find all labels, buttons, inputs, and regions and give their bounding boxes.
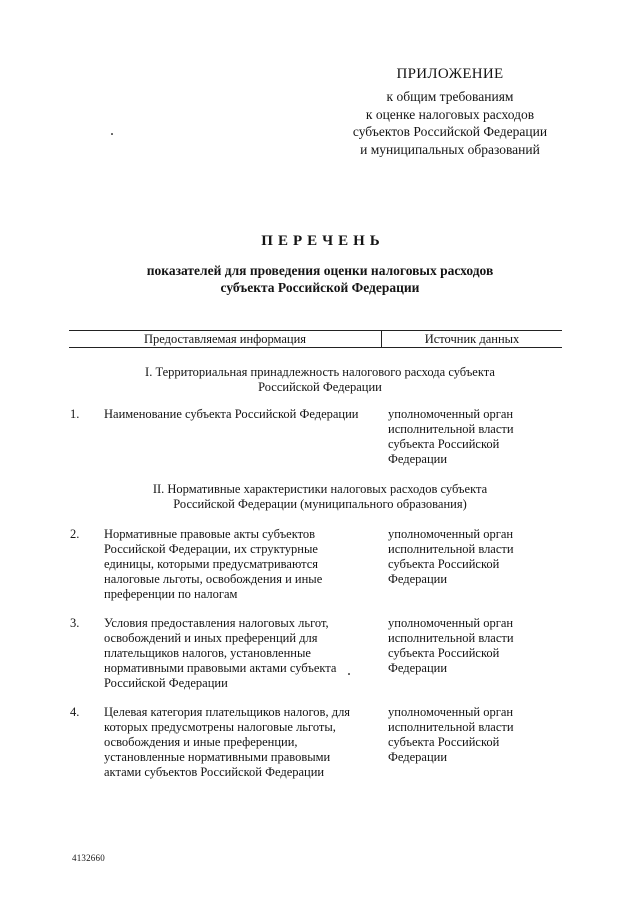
appendix-subtitle — [330, 88, 570, 158]
section-title — [100, 482, 540, 512]
appendix-line: к оценке налоговых расходов — [365, 106, 535, 122]
row-source — [388, 616, 548, 676]
row-source — [388, 705, 548, 765]
row-info — [104, 616, 374, 691]
table-header — [69, 330, 562, 348]
row-info-line: преференции по налогам — [104, 587, 238, 601]
row-source-line: Федерации — [388, 750, 448, 764]
appendix-title: ПРИЛОЖЕНИЕ — [396, 66, 504, 82]
row-number: 1. — [70, 407, 80, 421]
row-source-line: исполнительной власти — [388, 631, 514, 645]
row-source-line: уполномоченный орган — [388, 705, 514, 719]
row-number: 4. — [70, 705, 80, 719]
section-title — [100, 365, 540, 395]
row-source-line: исполнительной власти — [388, 720, 514, 734]
row-source-line: исполнительной власти — [388, 422, 514, 436]
subtitle-line: субъекта Российской Федерации — [220, 280, 420, 295]
row-number: 2. — [70, 527, 80, 541]
section-title-line: II. Нормативные характеристики налоговых расходов субъекта — [152, 482, 488, 496]
row-info-line: Наименование субъекта Российской Федерации — [104, 407, 359, 421]
header-data-source: Источник данных — [424, 332, 520, 346]
row-info-line: Российской Федерации, их структурные — [104, 542, 318, 556]
row-info-line: Целевая категория плательщиков налогов, для — [104, 705, 351, 719]
scan-speck — [111, 133, 113, 135]
subtitle-line: показателей для проведения оценки налоговых расходов — [146, 263, 494, 278]
appendix-line: к общим требованиям — [386, 89, 514, 104]
row-source-line: Федерации — [388, 572, 448, 586]
appendix-line: субъектов Российской Федерации — [352, 124, 548, 139]
row-source-line: уполномоченный орган — [388, 616, 514, 630]
appendix-line: и муниципальных образований — [360, 141, 540, 157]
row-source-line: Федерации — [388, 452, 448, 466]
document-code: 4132660 — [72, 853, 105, 863]
row-source-line: исполнительной власти — [388, 542, 514, 556]
document-subtitle — [80, 262, 560, 296]
row-source-line: субъекта Российской — [388, 646, 500, 660]
row-info-line: освобождений и иных преференций для — [104, 631, 318, 645]
row-info-line: нормативными правовыми актами субъекта — [104, 661, 337, 675]
row-info — [104, 527, 374, 602]
section-title-line: I. Территориальная принадлежность налогового расхода субъекта — [145, 365, 495, 379]
row-source-line: субъекта Российской — [388, 437, 500, 451]
row-info — [104, 407, 374, 422]
row-source — [388, 527, 548, 587]
row-source-line: уполномоченный орган — [388, 407, 514, 421]
header-provided-info: Предоставляемая информация — [143, 332, 307, 346]
row-source-line: субъекта Российской — [388, 735, 500, 749]
row-number: 3. — [70, 616, 80, 630]
row-source — [388, 407, 548, 467]
row-info-line: освобождения и иные преференции, — [104, 735, 298, 749]
row-info-line: налоговые льготы, освобождения и иные — [104, 572, 323, 586]
row-info-line: Российской Федерации — [104, 676, 228, 690]
row-info-line: которых предусмотрены налоговые льготы, — [104, 720, 336, 734]
row-source-line: субъекта Российской — [388, 557, 500, 571]
row-info-line: актами субъектов Российской Федерации — [104, 765, 325, 779]
row-info-line: установленные нормативными правовыми — [104, 750, 331, 764]
row-info-line: единицы, которыми предусматриваются — [104, 557, 319, 571]
document-title: ПЕРЕЧЕНЬ — [261, 233, 385, 249]
row-info — [104, 705, 374, 780]
section-title-line: Российской Федерации — [258, 380, 382, 394]
row-source-line: уполномоченный орган — [388, 527, 514, 541]
row-info-line: Нормативные правовые акты субъектов — [104, 527, 316, 541]
row-source-line: Федерации — [388, 661, 448, 675]
row-info-line: Условия предоставления налоговых льгот, — [104, 616, 329, 630]
section-title-line: Российской Федерации (муниципального образования) — [173, 497, 467, 511]
row-info-line: плательщиков налогов, установленные — [104, 646, 311, 660]
